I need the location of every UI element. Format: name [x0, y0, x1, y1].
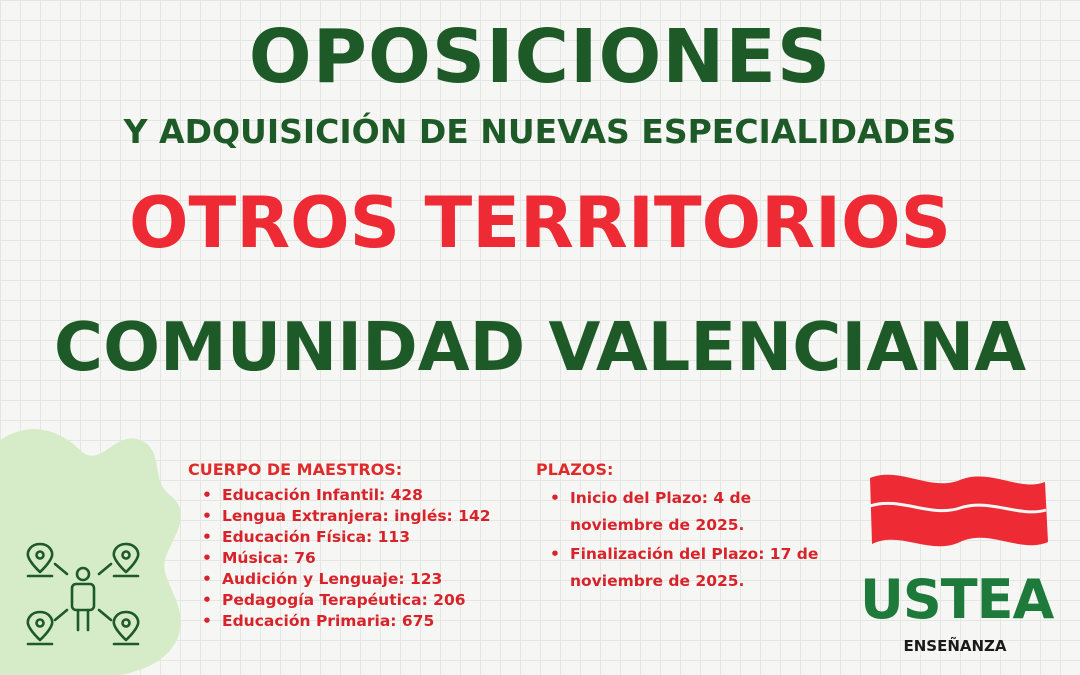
plazos-list [536, 485, 836, 595]
list-item: • Música: 76 [188, 548, 528, 569]
list-item: • Educación Física: 113 [188, 527, 528, 548]
plazos-section [536, 460, 836, 597]
list-item: • Lengua Extranjera: inglés: 142 [188, 506, 528, 527]
people-network-icon [22, 540, 146, 660]
cuerpo-heading: CUERPO DE MAESTROS: [188, 460, 403, 479]
cuerpo-section [188, 460, 528, 632]
list-item: • Educación Primaria: 675 [188, 611, 528, 632]
page-title: OPOSICIONES [248, 14, 832, 100]
plazos-heading: PLAZOS: [536, 460, 614, 479]
territory-heading: OTROS TERRITORIOS [129, 182, 951, 264]
list-item: • Inicio del Plazo: 4 de noviembre de 2025. [536, 485, 836, 539]
region-heading: COMUNIDAD VALENCIANA [53, 308, 1027, 386]
ustea-logo [860, 470, 1060, 670]
logo-subtitle: ENSEÑANZA [903, 637, 1007, 655]
list-item: • Finalización del Plazo: 17 de noviembre de 2025. [536, 541, 836, 595]
logo-name: USTEA [860, 568, 1054, 631]
list-item: • Educación Infantil: 428 [188, 485, 528, 506]
list-item: • Audición y Lenguaje: 123 [188, 569, 528, 590]
page-subtitle: Y ADQUISICIÓN DE NUEVAS ESPECIALIDADES [123, 112, 957, 151]
list-item: • Pedagogía Terapéutica: 206 [188, 590, 528, 611]
cuerpo-list [188, 485, 528, 632]
logo-flag-icon [860, 470, 1060, 570]
